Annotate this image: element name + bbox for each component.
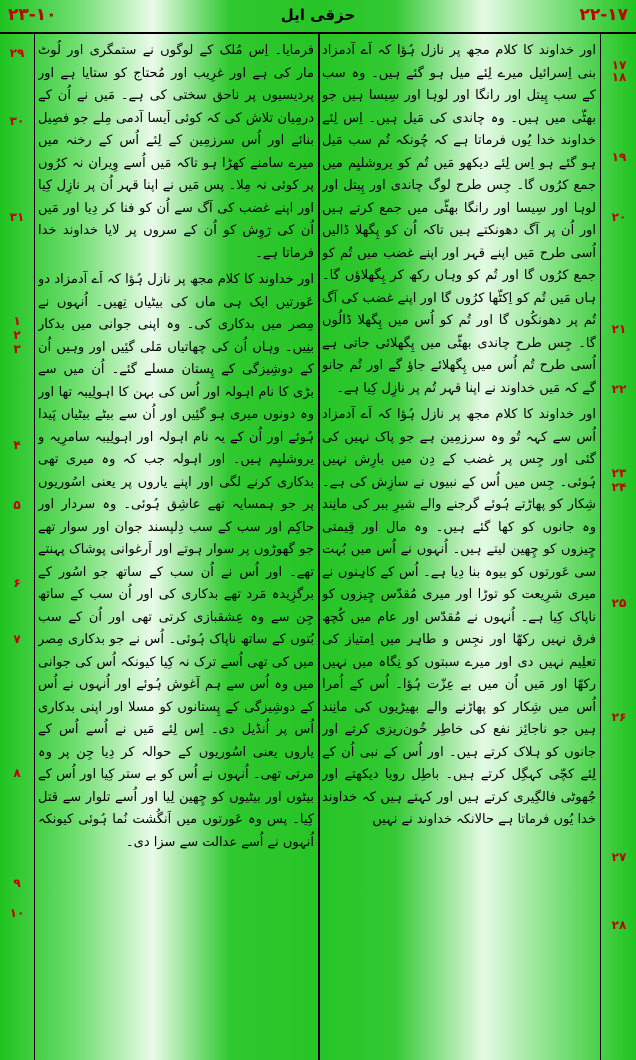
verse-number: ۷ bbox=[13, 632, 21, 646]
scripture-paragraph: اور خداوند کا کلام مجھ پر نازل ہُؤا کہ اَے آدمزاد اُس سے کہہ تُو وہ سرزمِین ہے جو پاک نہیں کی گئی اور جِس پر غضب کے دِن میں بارِش نہیں ہُوئی۔ جِس میں اُس کے نبیوں نے سازِش کی ہے۔ شِکار کو پھاڑتے ہُوئے گرجنے والے شیرِ ببر کی مانِند وہ جانوں کو کھا گئے ہیں۔ وہ مال اور قِیمتی چِیزوں کو چِھین لیتے ہیں۔ اُنہوں نے اُس میں بُہت سی عَورتوں کو بیوہ بنا دِیا ہے۔ اُس کے کاہِنوں نے میری شرِیعت کو توڑا اور میری مُقدّس چِیزوں کو ناپاک کِیا ہے۔ اُنہوں نے مُقدّس اور عام میں کُچھ فرق نہیں رکھّا اور نجِس و طاہِر میں اِمتیاز کی تعلِیم نہیں دی اور میرے سبتوں کو نِگاہ میں نہیں رکھّا اور مَیں اُن میں بے عِزّت ہُؤا۔ اُس کے اُمرا اُس میں شِکار کو پھاڑنے والے بھیڑیوں کی مانِند ہیں جو ناجائِز نفع کی خاطِر خُون‌ریزی کرتے اور جانوں کو ہلاک کرتے ہیں۔ اور اُس کے نبی اُن کے لِئے کچّی کہگِل کرتے ہیں۔ باطِل رویا دیکھتے اور جُھوٹی فالگِیری کرتے ہیں اور کہتے ہیں کہ خداوند خدا یُوں فرماتا ہے حالانکہ خداوند نے نہیں bbox=[322, 407, 596, 827]
verse-number: ۳۰ bbox=[9, 114, 25, 128]
margin-divider-left bbox=[34, 32, 35, 1060]
verse-number: ۳ bbox=[13, 342, 21, 356]
column-divider bbox=[318, 32, 320, 1060]
right-text-column bbox=[322, 40, 596, 1054]
verse-number: ۱۸ bbox=[611, 70, 627, 84]
scripture-paragraph: اور خداوند کا کلام مجھ پر نازل ہُؤا کہ اَے آدمزاد دو عَورتیں ایک ہی ماں کی بیٹیاں تِھیں۔ اُنہوں نے مِصر میں بدکاری کی۔ وہ اپنی جوانی میں بدکار بنِیں۔ وہاں اُن کی چھاتیاں مَلی گئِیں اور وہیں اُن کے دوشِیزگی کے پِستان مسلے گئے۔ اُن میں سے بڑی کا نام اہولہ اور اُس کی بہن کا اہولِیبہ تھا اور وہ دونوں میری ہو گئِیں اور اُن سے بیٹے بیٹیاں پَیدا ہُوئے اور اُن کے یہ نام اہولہ اور اہولِیبہ سامرِیہ و یروشلیِم ہیں۔ اور اہولہ جب کہ وہ میری تھی بدکاری کرنے لگی اور اپنے یاروں پر یعنی اسُوریوں پر جو ہمسایہ تھے عاشِق ہُوئی۔ وہ سردار اور حاکِم اور سب کے سب دِلپسند جوان اور سوار تھے جو گھوڑوں پر سوار ہوتے اور اَرغوانی پوشاک پہنتے تھے۔ اور اُس نے اُن سب کے ساتھ جو اسُور کے برگزِیدہ مَرد تھے بدکاری کی اور اُن سب کے ساتھ جِن سے وہ عِشقبازی کرتی تھی اور اُن کے سب بُتوں کے ساتھ ناپاک ہُوئی۔ اُس نے جو بدکاری مِصر میں کی تھی اُسے ترک نہ کِیا کیونکہ اُس کی جوانی میں وہ اُس سے ہم آغوش ہُوئے اور اُنہوں نے اُس کے دوشِیزگی کے پِستانوں کو مسلا اور اپنی بدکاری اُس پر اُنڈیل دی۔ اِس لِئے مَیں نے اُسے اُس کے یاروں یعنی اسُوریوں کے حوالہ کر دِیا جِن پر وہ مرتی تھی۔ اُنہوں نے اُس کو بے ستر کِیا اور اُس کے بیٹوں اور بیٹیوں کو چِھین لِیا اور اُسے تلوار سے قتل کِیا۔ پس وہ عَورتوں میں اَنگُشت نُما ہُوئی کیونکہ اُنہوں نے اُسے عدالت سے سزا دی۔ bbox=[38, 272, 314, 850]
page-header bbox=[0, 0, 636, 34]
verse-number: ۲۲ bbox=[611, 382, 627, 396]
verse-number: ۱۷ bbox=[611, 58, 627, 72]
verse-number: ۱۰ bbox=[9, 906, 25, 920]
verse-number: ۲۵ bbox=[611, 596, 627, 610]
left-text-column bbox=[38, 40, 314, 1054]
verse-number: ۲ bbox=[13, 328, 21, 342]
verse-number: ۲۰ bbox=[611, 210, 627, 224]
verse-number: ۲۷ bbox=[611, 850, 627, 864]
verse-number: ۱ bbox=[13, 314, 21, 328]
scripture-paragraph: اور خداوند کا کلام مجھ پر نازل ہُؤا کہ اَے آدمزاد بنی اِسرائیل میرے لِئے میل ہو گئے ہیں۔ وہ سب کے سب پِیتل اور رانگا اور لوہا اور سِیسا ہیں جو بھٹّی میں ہیں۔ وہ چاندی کی مَیل ہیں۔ اِس لِئے خداوند خدا یُوں فرماتا ہے کہ چُونکہ تُم سب مَیل ہو گئے ہو اِس لِئے دیکھو مَیں تُم کو یروشلیِم میں جمع کرُوں گا۔ جِس طرح لوگ چاندی اور پِیتل اور لوہا اور سِیسا اور رانگا بھٹّی میں جمع کرتے ہیں اور اُن پر آگ دھونکتے ہیں تاکہ اُن کو پِگھلا ڈالیں اُسی طرح مَیں اپنے قہر اور اپنے غضب میں تُم کو جمع کرُوں گا اور تُم کو وہاں رکھ کر پِگھلاؤں گا۔ ہاں مَیں تُم کو اِکٹّھا کرُوں گا اور اپنے غضب کی آگ تُم پر دھونکُوں گا اور تُم کو اُس میں پِگھلا ڈالُوں گا۔ جِس طرح چاندی بھٹّی میں پِگھلائی جاتی ہے اُسی طرح تُم اُس میں پِگھلائے جاؤ گے اور تُم جانو گے کہ مَیں خداوند نے اپنا قہر تُم پر نازِل کِیا ہے۔ bbox=[322, 43, 596, 396]
verse-number: ۲۸ bbox=[611, 918, 627, 932]
verse-number: ۶ bbox=[13, 576, 21, 590]
verse-number: ۴ bbox=[13, 438, 21, 452]
verse-number: ۲۶ bbox=[611, 710, 627, 724]
book-title: حزقی ایل bbox=[280, 6, 356, 24]
verse-number: ۵ bbox=[13, 498, 21, 512]
verse-number: ۹ bbox=[13, 876, 21, 890]
right-verse-numbers bbox=[602, 40, 636, 1060]
left-verse-numbers bbox=[0, 40, 34, 1060]
scripture-paragraph: فرمایا۔ اِس مُلک کے لوگوں نے ستمگری اور لُوٹ مار کی ہے اور غرِیب اور مُحتاج کو ستایا ہے اور پردیسیوں پر ناحق سختی کی ہے۔ مَیں نے اُن کے درمِیان تلاش کی کہ کوئی اَیسا آدمی مِلے جو فصِیل بنائے اور اُس سرزمِین کے لِئے اُس کے رخنہ میں میرے سامنے کھڑا ہو تاکہ مَیں اُسے وِیران نہ کرُوں پر کوئی نہ مِلا۔ پس مَیں نے اپنا قہر اُن پر نازِل کِیا اور اپنے غضب کی آگ سے اُن کو فنا کر دِیا اور مَیں اُن کی رَوِش کو اُن کے سروں پر لایا خداوند خدا فرماتا ہے۔ bbox=[38, 43, 314, 261]
verse-number: ۸ bbox=[13, 766, 21, 780]
verse-number: ۳۱ bbox=[9, 210, 25, 224]
chapter-range-left: ۲۳-۱۰ bbox=[8, 5, 57, 25]
verse-number: ۱۹ bbox=[611, 150, 627, 164]
margin-divider-right bbox=[600, 32, 601, 1060]
verse-number: ۲۴ bbox=[611, 480, 627, 494]
chapter-range-right: ۲۲-۱۷ bbox=[579, 5, 628, 25]
verse-number: ۲۱ bbox=[611, 322, 627, 336]
verse-number: ۲۳ bbox=[611, 466, 627, 480]
verse-number: ۲۹ bbox=[9, 46, 25, 60]
